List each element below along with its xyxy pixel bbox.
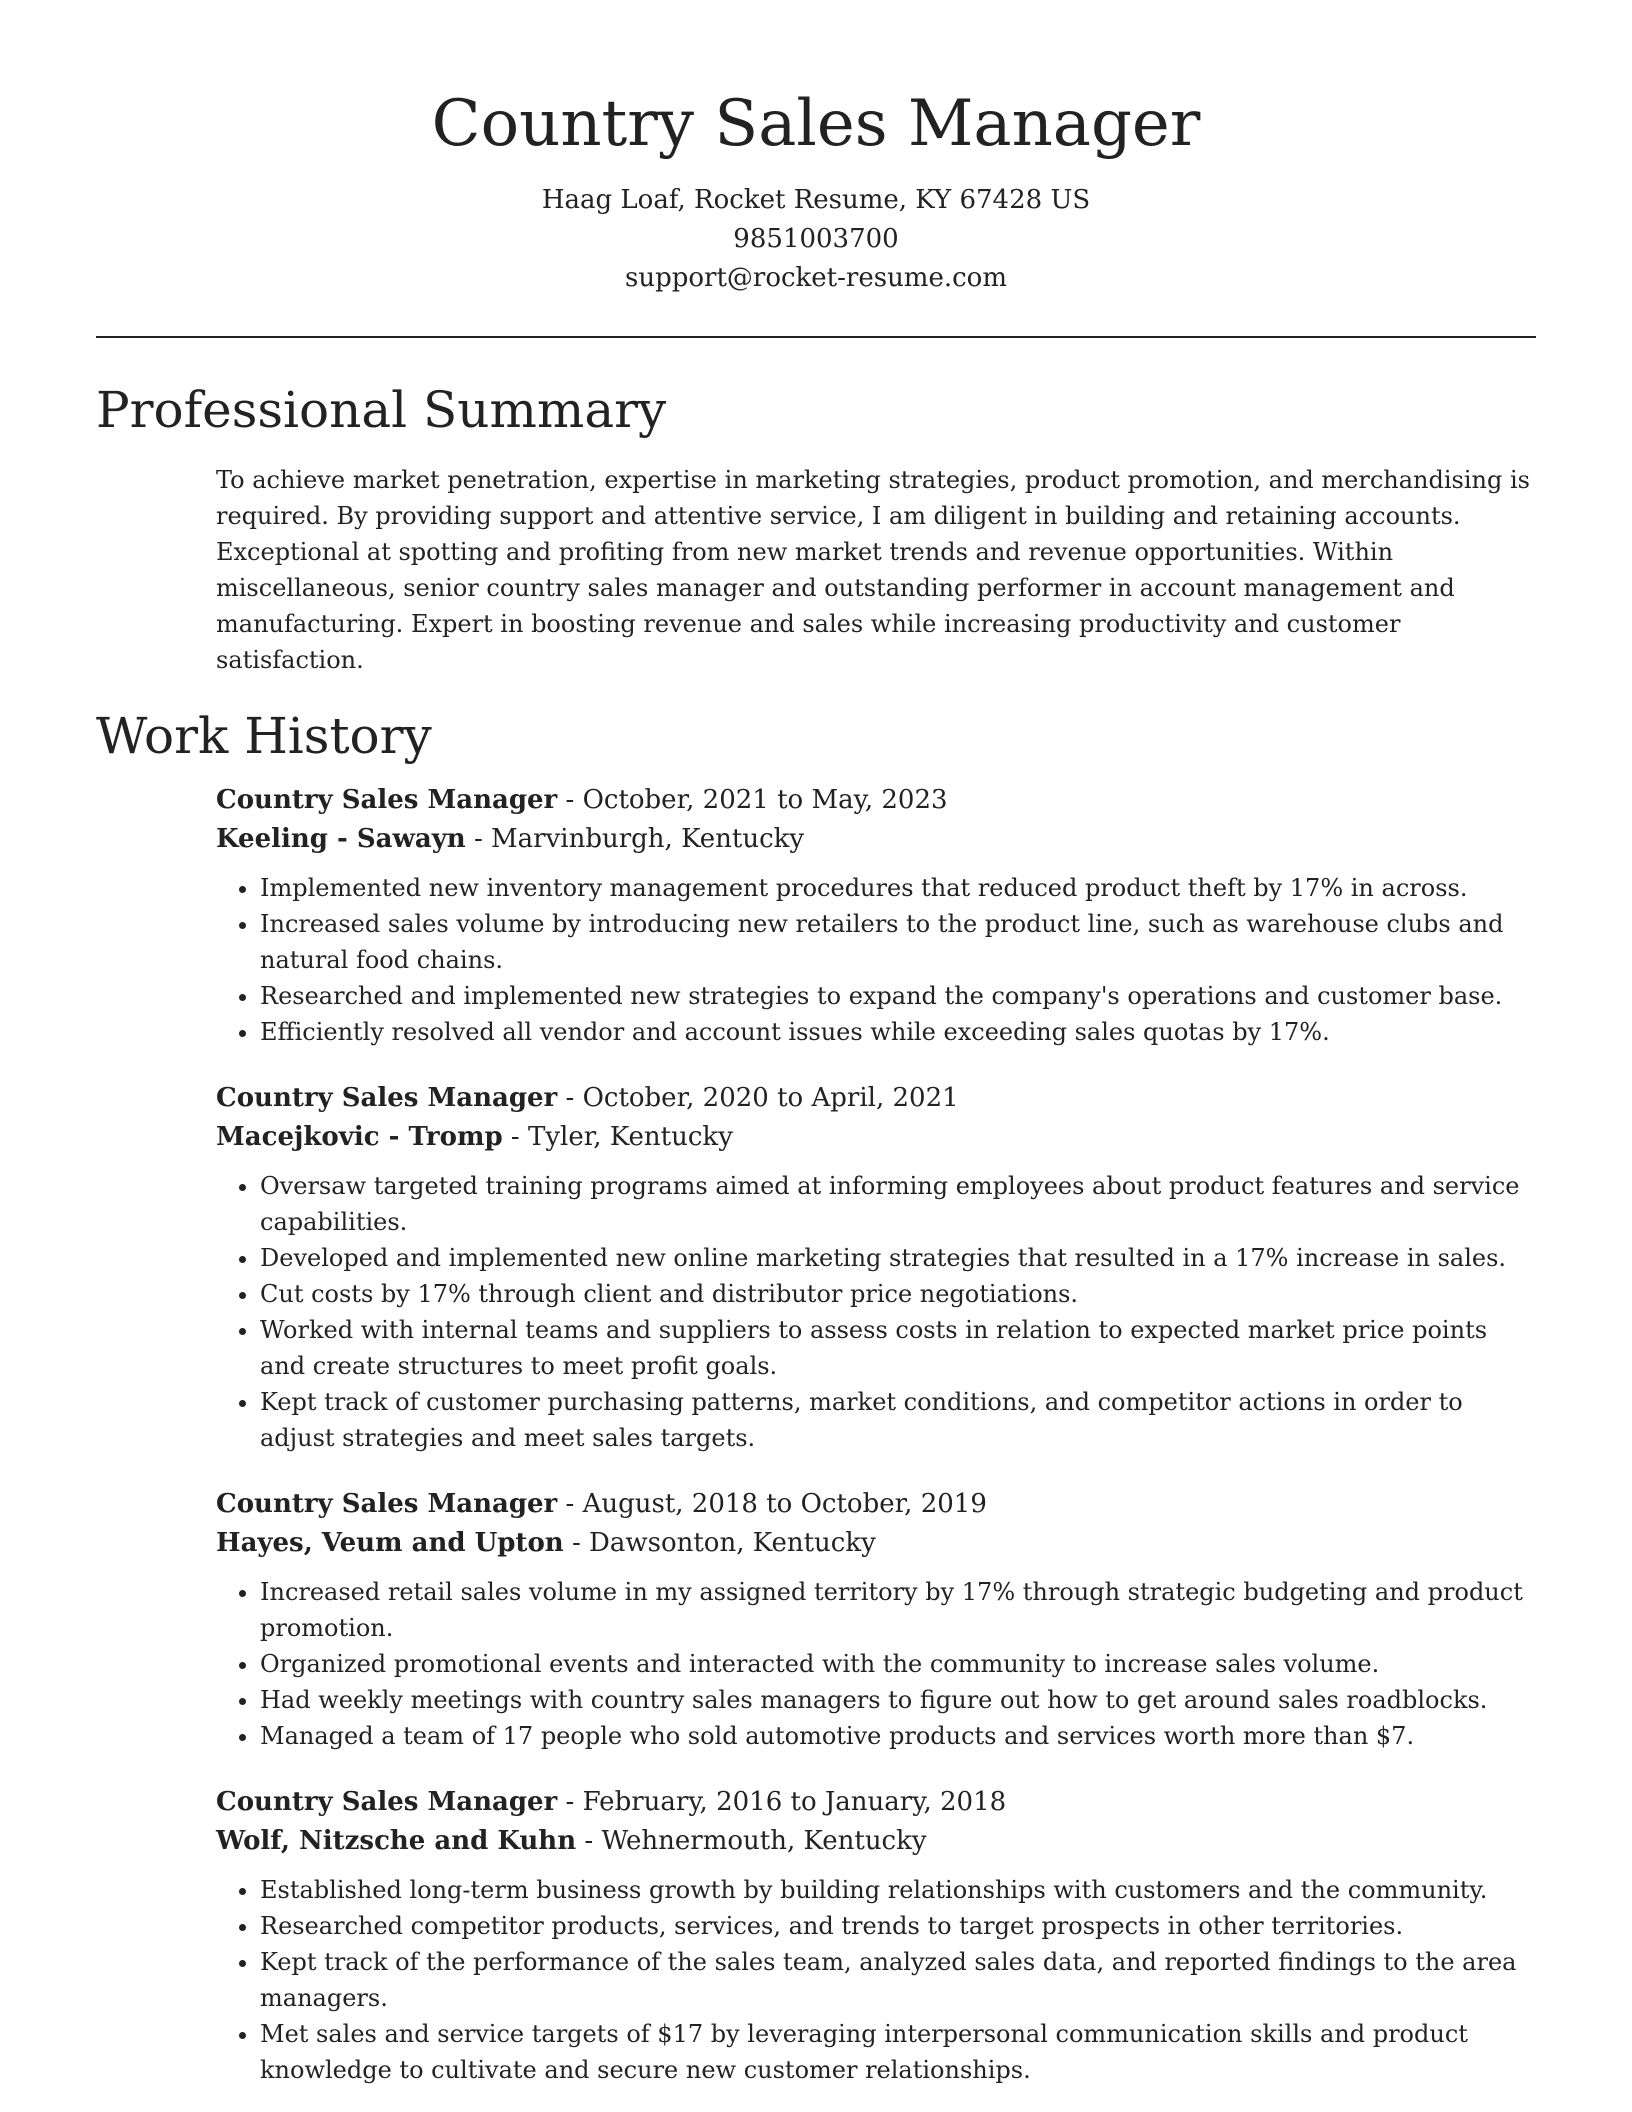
- job-bullet: • Increased sales volume by introducing new retailers to the product line, such as warehouse clubs and natural food chains.: [260, 906, 1536, 978]
- job-bullet: • Efficiently resolved all vendor and account issues while exceeding sales quotas by 17%.: [260, 1014, 1536, 1050]
- work-history-section: [96, 780, 1536, 2088]
- job-bullet: • Established long-term business growth by building relationships with customers and the community.: [260, 1872, 1536, 1908]
- job-bullet: • Kept track of the performance of the sales team, analyzed sales data, and reported findings to the area managers.: [260, 1944, 1536, 2016]
- job-title-line: [216, 1484, 1536, 1524]
- job-bullet: • Researched and implemented new strategies to expand the company's operations and customer base.: [260, 978, 1536, 1014]
- job-location: - Wehnermouth, Kentucky: [576, 1825, 927, 1856]
- contact-phone: 9851003700: [733, 223, 899, 254]
- resume-header: [96, 0, 1536, 298]
- job-bullets: [216, 870, 1536, 1050]
- job-location: - Marvinburgh, Kentucky: [465, 823, 805, 854]
- job-company-line: [216, 1822, 1536, 1860]
- job-role: Country Sales Manager: [216, 1786, 558, 1817]
- job-entry: [216, 1484, 1536, 1754]
- contact-address: Haag Loaf, Rocket Resume, KY 67428 US: [541, 184, 1091, 215]
- job-dates: - October, 2021 to May, 2023: [557, 784, 948, 815]
- job-dates: - August, 2018 to October, 2019: [557, 1488, 987, 1519]
- job-bullets: [216, 1574, 1536, 1754]
- job-bullet: • Organized promotional events and interacted with the community to increase sales volume.: [260, 1646, 1536, 1682]
- job-bullet: • Increased retail sales volume in my assigned territory by 17% through strategic budgeting and product promotion.: [260, 1574, 1536, 1646]
- job-dates: - October, 2020 to April, 2021: [557, 1082, 959, 1113]
- job-title-line: [216, 1782, 1536, 1822]
- job-location: - Dawsonton, Kentucky: [563, 1527, 876, 1558]
- resume-name: Country Sales Manager: [431, 87, 1201, 161]
- job-bullet: • Had weekly meetings with country sales managers to figure out how to get around sales roadblocks.: [260, 1682, 1536, 1718]
- job-location: - Tyler, Kentucky: [502, 1121, 733, 1152]
- summary-heading: Professional Summary: [96, 380, 667, 439]
- job-bullet: • Developed and implemented new online marketing strategies that resulted in a 17% increase in sales.: [260, 1240, 1536, 1276]
- job-title-line: [216, 1078, 1536, 1118]
- job-bullet: • Managed a team of 17 people who sold automotive products and services worth more than $7.: [260, 1718, 1536, 1754]
- job-bullets: [216, 1872, 1536, 2088]
- job-company-line: [216, 1524, 1536, 1562]
- job-company: Hayes, Veum and Upton: [216, 1527, 564, 1558]
- job-dates: - February, 2016 to January, 2018: [557, 1786, 1007, 1817]
- job-bullet: • Worked with internal teams and suppliers to assess costs in relation to expected market price points and create structures to meet profit goals.: [260, 1312, 1536, 1384]
- job-bullet: • Implemented new inventory management procedures that reduced product theft by 17% in across.: [260, 870, 1536, 906]
- job-company-line: [216, 820, 1536, 858]
- job-company: Keeling - Sawayn: [216, 823, 466, 854]
- job-bullet: • Researched competitor products, services, and trends to target prospects in other territories.: [260, 1908, 1536, 1944]
- summary-section: [96, 462, 1536, 678]
- job-bullet: • Met sales and service targets of $17 by leveraging interpersonal communication skills and product knowledge to cultivate and secure new customer relationships.: [260, 2016, 1536, 2088]
- job-entry: [216, 780, 1536, 1050]
- job-bullet: • Oversaw targeted training programs aimed at informing employees about product features and service capabilities.: [260, 1168, 1536, 1240]
- job-company-line: [216, 1118, 1536, 1156]
- job-company: Wolf, Nitzsche and Kuhn: [216, 1825, 577, 1856]
- job-entry: [216, 1078, 1536, 1456]
- job-company: Macejkovic - Tromp: [216, 1121, 503, 1152]
- job-role: Country Sales Manager: [216, 1082, 558, 1113]
- header-divider: [96, 336, 1536, 338]
- job-bullets: [216, 1168, 1536, 1456]
- work-history-heading: Work History: [96, 706, 432, 765]
- job-role: Country Sales Manager: [216, 1488, 558, 1519]
- summary-text: To achieve market penetration, expertise in marketing strategies, product promotion, and merchandising is required. By providing support and attentive service, I am diligent in building and retaining accounts. Exceptional at spotting and profiting from new market trends and revenue opportunities. Within miscellaneous, senior country sales manager and outstanding performer in account management and manufacturing. Expert in boosting revenue and sales while increasing productivity and customer satisfaction.: [216, 465, 1530, 674]
- job-bullet: • Cut costs by 17% through client and distributor price negotiations.: [260, 1276, 1536, 1312]
- job-title-line: [216, 780, 1536, 820]
- job-bullet: • Kept track of customer purchasing patterns, market conditions, and competitor actions in order to adjust strategies and meet sales targets.: [260, 1384, 1536, 1456]
- job-entry: [216, 1782, 1536, 2088]
- contact-email: support@rocket-resume.com: [624, 262, 1007, 293]
- job-role: Country Sales Manager: [216, 784, 558, 815]
